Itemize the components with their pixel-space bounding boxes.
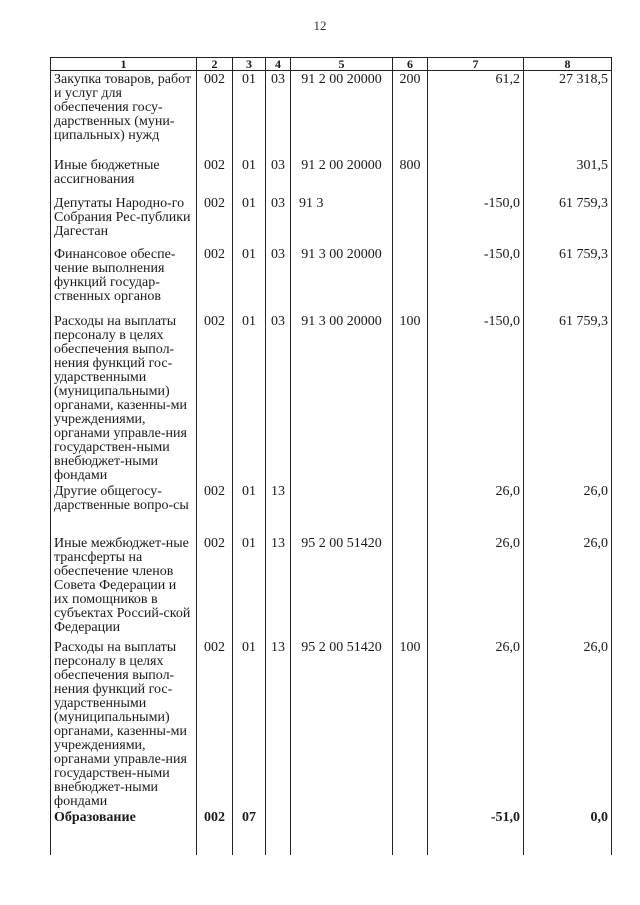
cell-col3: 01 [233,157,266,195]
cell-col2: 002 [197,483,233,535]
cell-col3: 01 [233,71,266,157]
table-row [51,483,612,535]
cell-col3: 01 [233,639,266,809]
cell-col8: 61 759,3 [524,195,612,246]
budget-table [50,57,612,855]
row-name: Финансовое обеспе-чение выполнения функций государ-ственных органов [51,246,197,313]
cell-col8: 26,0 [524,535,612,639]
cell-col5 [291,809,393,855]
cell-col8: 301,5 [524,157,612,195]
column-header: 6 [393,58,428,71]
cell-col8: 26,0 [524,639,612,809]
cell-col4: 03 [266,71,291,157]
cell-col2: 002 [197,639,233,809]
cell-col3: 07 [233,809,266,855]
cell-col6 [393,535,428,639]
cell-col2: 002 [197,809,233,855]
cell-col7: 26,0 [428,535,524,639]
cell-col6 [393,246,428,313]
cell-col5: 91 3 00 20000 [291,313,393,483]
cell-col2: 002 [197,535,233,639]
cell-col5 [291,483,393,535]
column-header: 7 [428,58,524,71]
cell-col5: 91 3 [291,195,393,246]
cell-col2: 002 [197,246,233,313]
column-header: 1 [51,58,197,71]
cell-col7: -150,0 [428,313,524,483]
cell-col3: 01 [233,246,266,313]
table-row [51,71,612,157]
cell-col6 [393,809,428,855]
cell-col2: 002 [197,195,233,246]
column-header: 3 [233,58,266,71]
row-name: Иные бюджетные ассигнования [51,157,197,195]
cell-col2: 002 [197,313,233,483]
row-name: Другие общегосу-дарственные вопро-сы [51,483,197,535]
cell-col6: 800 [393,157,428,195]
cell-col6 [393,483,428,535]
cell-col5: 91 2 00 20000 [291,157,393,195]
page-number: 12 [313,18,327,33]
table-row [51,313,612,483]
cell-col6: 100 [393,313,428,483]
table-row [51,195,612,246]
cell-col5: 91 3 00 20000 [291,246,393,313]
cell-col6: 100 [393,639,428,809]
cell-col7 [428,157,524,195]
cell-col3: 01 [233,483,266,535]
cell-col8: 27 318,5 [524,71,612,157]
cell-col2: 002 [197,71,233,157]
cell-col4: 03 [266,313,291,483]
cell-col6 [393,195,428,246]
header-row [51,58,612,71]
cell-col5: 95 2 00 51420 [291,535,393,639]
cell-col5: 95 2 00 51420 [291,639,393,809]
table-row [51,157,612,195]
cell-col3: 01 [233,535,266,639]
cell-col3: 01 [233,313,266,483]
column-header: 2 [197,58,233,71]
table-row [51,535,612,639]
cell-col6: 200 [393,71,428,157]
cell-col4: 13 [266,535,291,639]
row-name: Депутаты Народно-го Собрания Рес-публики Дагестан [51,195,197,246]
cell-col4: 13 [266,483,291,535]
cell-col3: 01 [233,195,266,246]
cell-col2: 002 [197,157,233,195]
cell-col4: 03 [266,157,291,195]
cell-col7: 26,0 [428,639,524,809]
column-header: 8 [524,58,612,71]
row-name: Иные межбюджет-ные трансферты на обеспечение членов Совета Федерации и их помощников в субъектах Россий-ской Федерации [51,535,197,639]
cell-col7: -150,0 [428,195,524,246]
cell-col4 [266,809,291,855]
cell-col8: 26,0 [524,483,612,535]
table-row [51,246,612,313]
table-row [51,809,612,855]
cell-col4: 03 [266,195,291,246]
cell-col7: 61,2 [428,71,524,157]
cell-col8: 0,0 [524,809,612,855]
cell-col4: 03 [266,246,291,313]
cell-col8: 61 759,3 [524,313,612,483]
cell-col7: -150,0 [428,246,524,313]
table-row [51,639,612,809]
cell-col7: -51,0 [428,809,524,855]
row-name: Расходы на выплаты персоналу в целях обеспечения выпол-нения функций гос-ударственными (муниципальными) органами, казенны-ми учреждениями, органами управле-ния государствен-ными внебюджет-ными фондами [51,313,197,483]
cell-col8: 61 759,3 [524,246,612,313]
row-name: Образование [51,809,197,855]
cell-col7: 26,0 [428,483,524,535]
cell-col5: 91 2 00 20000 [291,71,393,157]
row-name: Закупка товаров, работ и услуг для обеспечения госу-дарственных (муни-ципальных) нужд [51,71,197,157]
row-name: Расходы на выплаты персоналу в целях обеспечения выпол-нения функций гос-ударственными (муниципальными) органами, казенны-ми учреждениями, органами управле-ния государствен-ными внебюджет-ными фондами [51,639,197,809]
cell-col4: 13 [266,639,291,809]
column-header: 4 [266,58,291,71]
column-header: 5 [291,58,393,71]
